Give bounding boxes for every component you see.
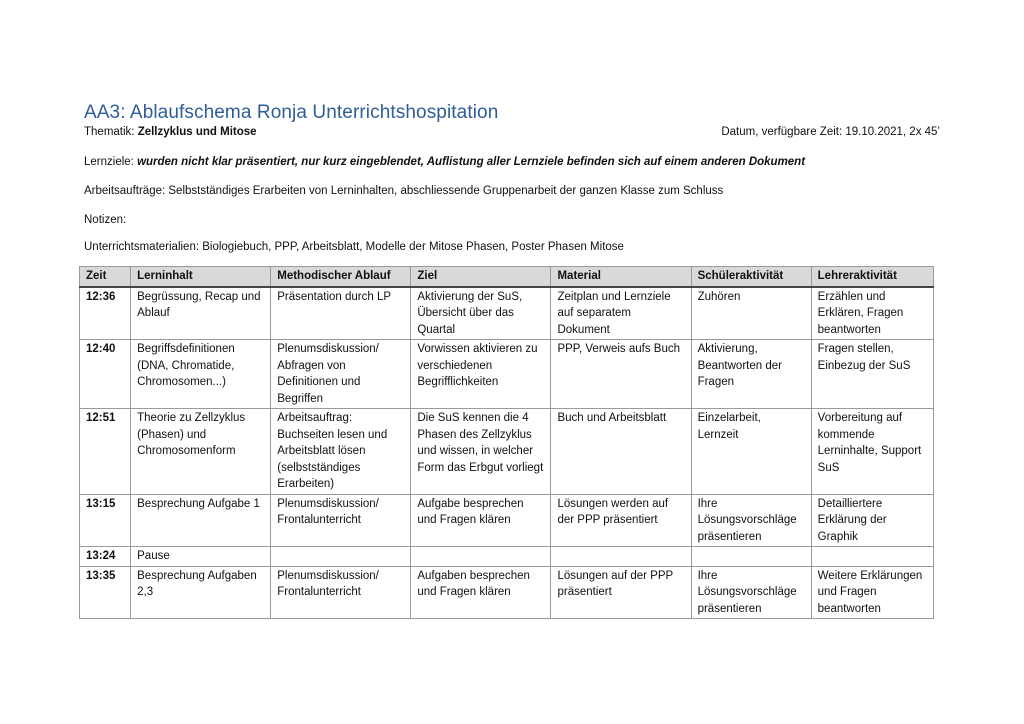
cell-lerninhalt: Besprechung Aufgaben 2,3 [131, 566, 271, 619]
lernziele-label: Lernziele: [84, 156, 138, 168]
lernziele-value: wurden nicht klar präsentiert, nur kurz eingeblendet, Auflistung aller Lernziele befinden sich auf einem anderen Dokument [137, 156, 806, 168]
cell-ziel: Aufgaben besprechen und Fragen klären [411, 566, 551, 619]
thematik-label: Thematik: [84, 126, 138, 138]
table-header-row [80, 267, 934, 287]
cell-lerninhalt: Begriffsdefinitionen (DNA, Chromatide, Chromosomen...) [131, 340, 271, 409]
cell-schueleraktivitaet: Ihre Lösungsvorschläge präsentieren [691, 494, 811, 547]
header-zeit: Zeit [80, 267, 131, 287]
cell-material: Buch und Arbeitsblatt [551, 409, 691, 495]
cell-methodischer-ablauf: Präsentation durch LP [271, 287, 411, 340]
thematik-line [84, 126, 257, 138]
cell-schueleraktivitaet: Zuhören [691, 287, 811, 340]
lesson-plan-table [79, 266, 934, 619]
cell-zeit: 12:36 [80, 287, 131, 340]
table-row [80, 340, 934, 409]
cell-ziel: Vorwissen aktivieren zu verschiedenen Begrifflichkeiten [411, 340, 551, 409]
header-ziel: Ziel [411, 267, 551, 287]
cell-schueleraktivitaet: Aktivierung, Beantworten der Fragen [691, 340, 811, 409]
cell-zeit: 13:35 [80, 566, 131, 619]
table-row [80, 547, 934, 567]
cell-zeit: 12:51 [80, 409, 131, 495]
cell-methodischer-ablauf: Arbeitsauftrag: Buchseiten lesen und Arbeitsblatt lösen (selbstständiges Erarbeiten) [271, 409, 411, 495]
cell-material: PPP, Verweis aufs Buch [551, 340, 691, 409]
cell-lehreraktivitaet [811, 547, 933, 567]
cell-material: Lösungen werden auf der PPP präsentiert [551, 494, 691, 547]
header-material: Material [551, 267, 691, 287]
cell-zeit: 13:15 [80, 494, 131, 547]
date-line: Datum, verfügbare Zeit: 19.10.2021, 2x 45’ [721, 126, 940, 138]
thematik-value: Zellzyklus und Mitose [137, 126, 257, 138]
table-row [80, 566, 934, 619]
cell-lerninhalt: Theorie zu Zellzyklus (Phasen) und Chromosomenform [131, 409, 271, 495]
cell-lehreraktivitaet: Vorbereitung auf kommende Lerninhalte, Support SuS [811, 409, 933, 495]
table-row [80, 494, 934, 547]
cell-methodischer-ablauf: Plenumsdiskussion/ Frontalunterricht [271, 494, 411, 547]
cell-lerninhalt: Besprechung Aufgabe 1 [131, 494, 271, 547]
cell-material [551, 547, 691, 567]
cell-schueleraktivitaet: Ihre Lösungsvorschläge präsentieren [691, 566, 811, 619]
cell-methodischer-ablauf [271, 547, 411, 567]
materialien-line: Unterrichtsmaterialien: Biologiebuch, PPP, Arbeitsblatt, Modelle der Mitose Phasen, Poster Phasen Mitose [84, 241, 624, 253]
document-title: AA3: Ablaufschema Ronja Unterrichtshospitation [84, 102, 499, 123]
lernziele-line [84, 156, 805, 168]
header-lerninhalt: Lerninhalt [131, 267, 271, 287]
cell-lehreraktivitaet: Fragen stellen, Einbezug der SuS [811, 340, 933, 409]
cell-ziel: Aufgabe besprechen und Fragen klären [411, 494, 551, 547]
cell-material: Zeitplan und Lernziele auf separatem Dokument [551, 287, 691, 340]
cell-methodischer-ablauf: Plenumsdiskussion/ Abfragen von Definitionen und Begriffen [271, 340, 411, 409]
cell-lerninhalt: Pause [131, 547, 271, 567]
cell-ziel: Aktivierung der SuS, Übersicht über das Quartal [411, 287, 551, 340]
arbeitsauftraege-line: Arbeitsaufträge: Selbstständiges Erarbeiten von Lerninhalten, abschliessende Gruppenarbeit der ganzen Klasse zum Schluss [84, 185, 724, 197]
cell-schueleraktivitaet [691, 547, 811, 567]
header-lehreraktivitaet: Lehreraktivität [811, 267, 933, 287]
cell-lerninhalt: Begrüssung, Recap und Ablauf [131, 287, 271, 340]
header-methodischer-ablauf: Methodischer Ablauf [271, 267, 411, 287]
cell-methodischer-ablauf: Plenumsdiskussion/ Frontalunterricht [271, 566, 411, 619]
cell-zeit: 13:24 [80, 547, 131, 567]
notizen-line: Notizen: [84, 214, 127, 226]
cell-ziel [411, 547, 551, 567]
cell-ziel: Die SuS kennen die 4 Phasen des Zellzyklus und wissen, in welcher Form das Erbgut vorliegt [411, 409, 551, 495]
cell-material: Lösungen auf der PPP präsentiert [551, 566, 691, 619]
table-row [80, 287, 934, 340]
cell-zeit: 12:40 [80, 340, 131, 409]
cell-lehreraktivitaet: Detailliertere Erklärung der Graphik [811, 494, 933, 547]
cell-lehreraktivitaet: Weitere Erklärungen und Fragen beantworten [811, 566, 933, 619]
header-schueleraktivitaet: Schüleraktivität [691, 267, 811, 287]
cell-schueleraktivitaet: Einzelarbeit, Lernzeit [691, 409, 811, 495]
cell-lehreraktivitaet: Erzählen und Erklären, Fragen beantworten [811, 287, 933, 340]
table-row [80, 409, 934, 495]
